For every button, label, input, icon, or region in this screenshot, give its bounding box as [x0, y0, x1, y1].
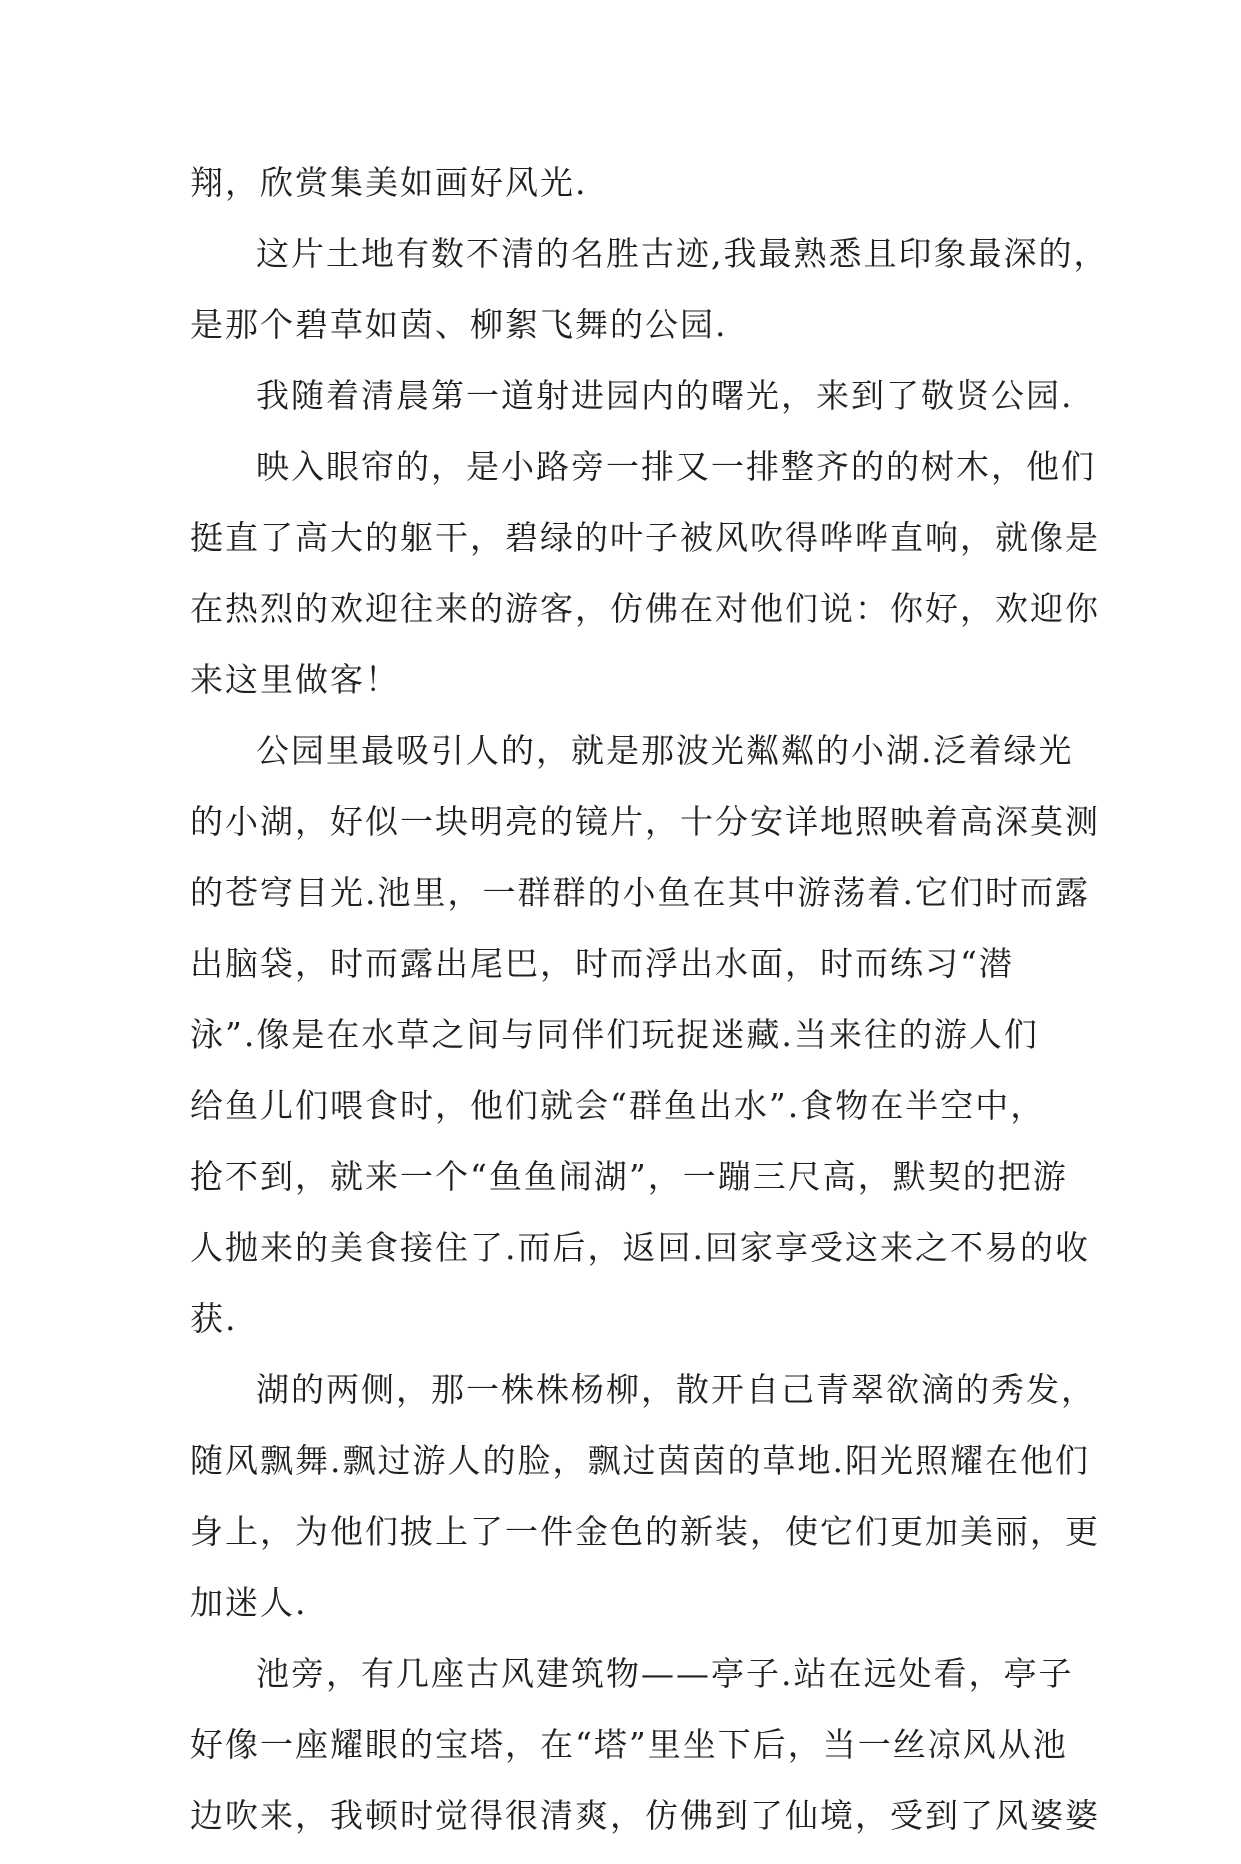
text-line: 我随着清晨第一道射进园内的曙光，来到了敬贤公园.: [256, 376, 1074, 415]
text-line: 好像一座耀眼的宝塔，在“塔”里坐下后，当一丝凉风从池: [190, 1725, 1068, 1764]
text-line: 加迷人.: [190, 1583, 308, 1622]
text-line: 映入眼帘的，是小路旁一排又一排整齐的的树木，他们: [256, 447, 1096, 486]
text-line: 人抛来的美食接住了.而后，返回.回家享受这来之不易的收: [190, 1228, 1090, 1267]
text-line: 这片土地有数不清的名胜古迹,我最熟悉且印象最深的，: [256, 234, 1109, 273]
text-line: 是那个碧草如茵、柳絮飞舞的公园.: [190, 305, 728, 344]
text-line: 在热烈的欢迎往来的游客，仿佛在对他们说：你好，欢迎你: [190, 589, 1100, 628]
text-line: 挺直了高大的躯干，碧绿的叶子被风吹得哗哗直响，就像是: [190, 518, 1100, 557]
text-line: 公园里最吸引人的，就是那波光粼粼的小湖.泛着绿光: [256, 731, 1074, 770]
text-line: 泳”.像是在水草之间与同伴们玩捉迷藏.当来往的游人们: [190, 1015, 1039, 1054]
text-line: 随风飘舞.飘过游人的脸，飘过茵茵的草地.阳光照耀在他们: [190, 1441, 1090, 1480]
text-line: 出脑袋，时而露出尾巴，时而浮出水面，时而练习“潜: [190, 944, 1014, 983]
text-line: 翔，欣赏集美如画好风光.: [190, 163, 588, 202]
text-line: 的小湖，好似一块明亮的镜片，十分安详地照映着高深莫测: [190, 802, 1100, 841]
text-line: 抢不到，就来一个“鱼鱼闹湖”，一蹦三尺高，默契的把游: [190, 1157, 1068, 1196]
text-line: 湖的两侧，那一株株杨柳，散开自己青翠欲滴的秀发，: [256, 1370, 1096, 1409]
text-line: 的苍穹目光.池里，一群群的小鱼在其中游荡着.它们时而露: [190, 873, 1090, 912]
text-line: 池旁，有几座古风建筑物——亭子.站在远处看，亭子: [256, 1654, 1074, 1693]
text-line: 来这里做客！: [190, 660, 400, 699]
essay-body: [190, 160, 1109, 1864]
text-line: 获.: [190, 1299, 238, 1338]
text-line: 边吹来，我顿时觉得很清爽，仿佛到了仙境，受到了风婆婆: [190, 1796, 1100, 1835]
text-line: 身上，为他们披上了一件金色的新装，使它们更加美丽，更: [190, 1512, 1100, 1551]
text-line: 给鱼儿们喂食时，他们就会“群鱼出水”.食物在半空中，: [190, 1086, 1046, 1125]
